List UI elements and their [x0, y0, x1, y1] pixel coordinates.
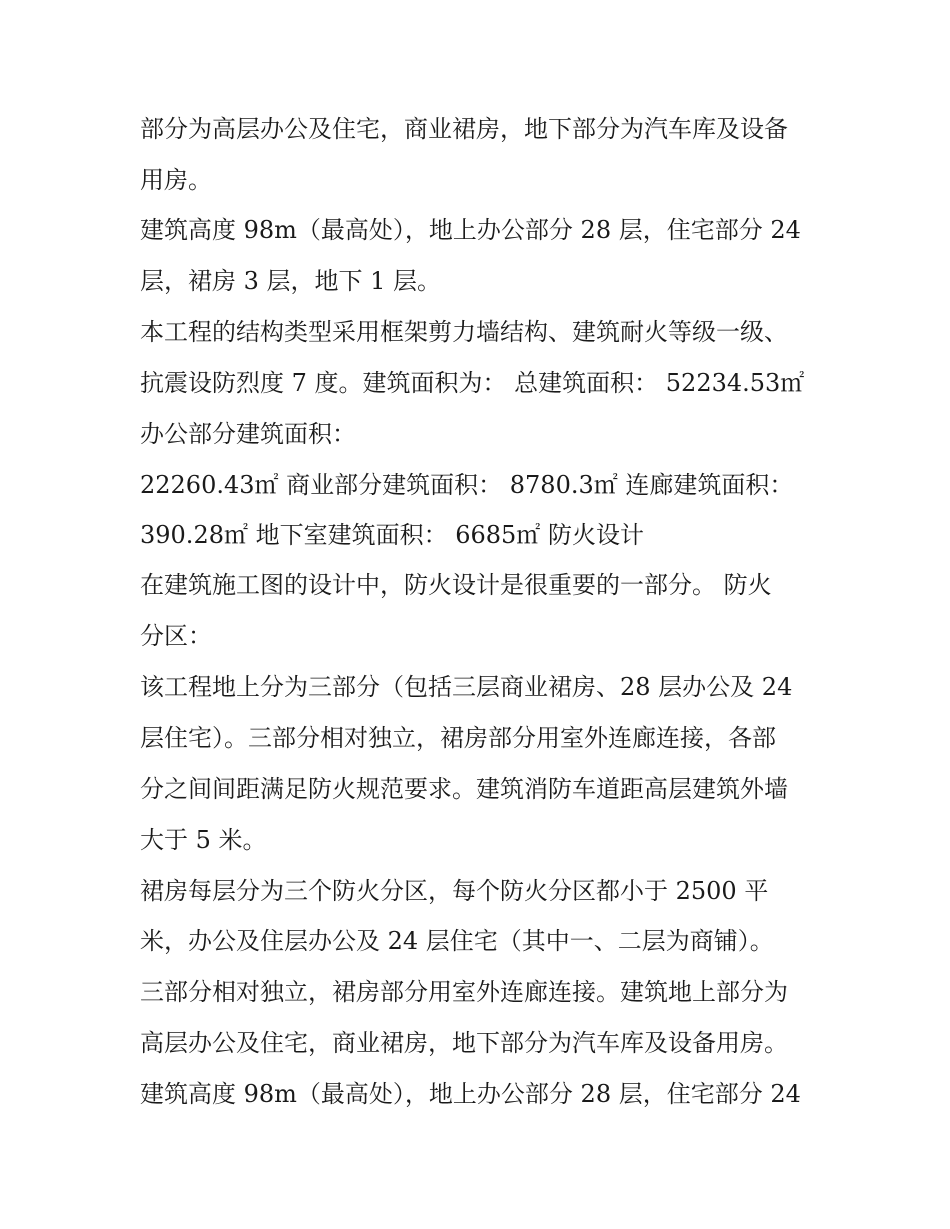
text-line: 层，裙房 3 层，地下 1 层。 — [140, 267, 442, 295]
text-line: 390.28㎡ 地下室建筑面积： 6685㎡ 防火设计 — [140, 521, 644, 549]
text-line: 用房。 — [140, 166, 212, 194]
text-line: 建筑高度 98m（最高处），地上办公部分 28 层，住宅部分 24 — [140, 216, 801, 244]
text-line: 本工程的结构类型采用框架剪力墙结构、建筑耐火等级一级、 — [140, 318, 788, 346]
text-line: 分之间间距满足防火规范要求。建筑消防车道距高层建筑外墙 — [140, 775, 788, 803]
text-line: 办公部分建筑面积： — [140, 420, 356, 448]
text-line: 分区： — [140, 622, 212, 650]
text-line: 三部分相对独立，裙房部分用室外连廊连接。建筑地上部分为 — [140, 978, 788, 1006]
text-line: 建筑高度 98m（最高处），地上办公部分 28 层，住宅部分 24 — [140, 1080, 801, 1108]
text-line: 抗震设防烈度 7 度。建筑面积为： 总建筑面积： 52234.53㎡ — [140, 369, 805, 397]
text-line: 该工程地上分为三部分（包括三层商业裙房、28 层办公及 24 — [140, 673, 793, 701]
text-line: 22260.43㎡ 商业部分建筑面积： 8780.3㎡ 连廊建筑面积： — [140, 471, 794, 499]
text-line: 层住宅）。三部分相对独立，裙房部分用室外连廊连接，各部 — [140, 724, 776, 752]
text-line: 部分为高层办公及住宅，商业裙房，地下部分为汽车库及设备 — [140, 115, 788, 143]
text-line: 在建筑施工图的设计中，防火设计是很重要的一部分。 防火 — [140, 571, 772, 599]
text-line: 高层办公及住宅，商业裙房，地下部分为汽车库及设备用房。 — [140, 1029, 788, 1057]
text-line: 米，办公及住层办公及 24 层住宅（其中一、二层为商铺）。 — [140, 927, 774, 955]
text-line: 大于 5 米。 — [140, 826, 267, 854]
text-line: 裙房每层分为三个防火分区，每个防火分区都小于 2500 平 — [140, 877, 769, 905]
